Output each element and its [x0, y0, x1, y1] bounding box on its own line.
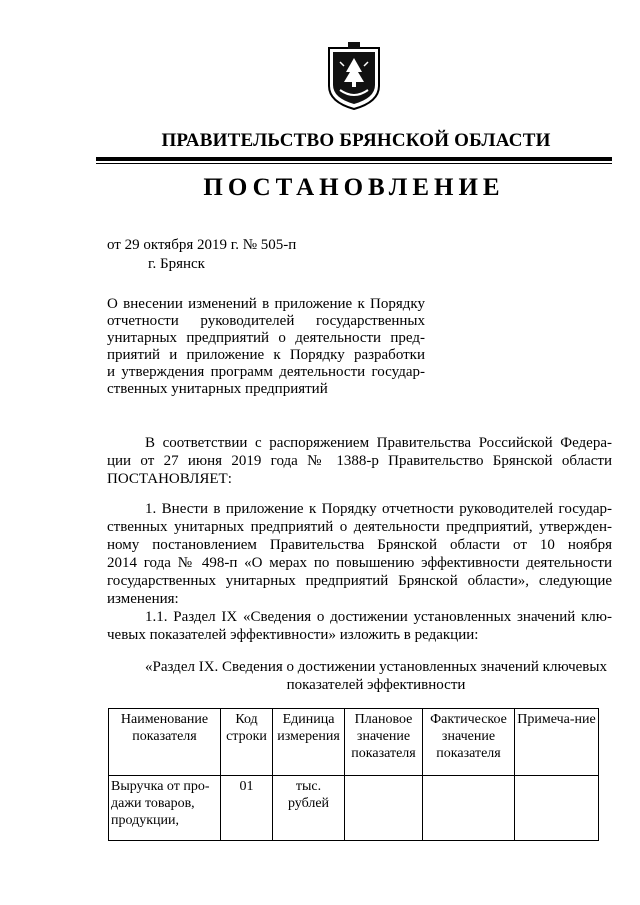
item-1-paragraph [107, 500, 612, 644]
item-1-line: ственных унитарных предприятий о деятельности предприятий, утвержден- [107, 519, 612, 535]
table-cell [345, 776, 423, 841]
table-cell: тыс. рублей [273, 776, 345, 841]
section-title-line: «Раздел IX. Сведения о достижении установленных значений ключевых [145, 659, 607, 675]
item-1-line: ному постановлением Правительства Брянской области от 10 ноября [107, 537, 612, 553]
subject-line: отчетности руководителей государственных [107, 313, 425, 329]
table-header-cell: Код строки [221, 709, 273, 776]
item-1-line: 1. Внести в приложение к Порядку отчетности руководителей государ- [145, 501, 612, 517]
header-rule-thin [96, 163, 612, 164]
table-header-row [109, 709, 599, 776]
item-1-line: изменения: [107, 591, 179, 607]
coat-of-arms-icon [326, 42, 382, 112]
subject-line: приятий и приложение к Порядку разработки [107, 347, 425, 363]
item-1-line: государственных унитарных предприятий Брянской области», следующие [107, 573, 612, 589]
subject-line: и утверждения программ деятельности государ- [107, 364, 425, 380]
item-1-line: 2014 года № 498-п «О мерах по повышению эффективности деятельности [107, 555, 612, 571]
item-1-1-line: чевых показателей эффективности» изложить в редакции: [107, 627, 479, 643]
table-header-cell: Наименование показателя [109, 709, 221, 776]
preamble-paragraph [107, 434, 612, 488]
table-row [109, 776, 599, 841]
table-cell: 01 [221, 776, 273, 841]
subject-line: унитарных предприятий о деятельности пред- [107, 330, 425, 346]
indicators-table [108, 708, 599, 841]
date-and-number: от 29 октября 2019 г. № 505-п [107, 237, 297, 253]
government-title: ПРАВИТЕЛЬСТВО БРЯНСКОЙ ОБЛАСТИ [161, 130, 551, 151]
table-cell [423, 776, 515, 841]
section-title [140, 658, 612, 694]
table-header-cell: Примеча-ние [515, 709, 599, 776]
item-1-1-line: 1.1. Раздел IX «Сведения о достижении установленных значений клю- [145, 609, 612, 625]
subject-block [107, 296, 425, 398]
table-header-cell: Плановое значение показателя [345, 709, 423, 776]
header-rule-thick [96, 157, 612, 161]
table-cell [515, 776, 599, 841]
city: г. Брянск [148, 256, 205, 272]
subject-line: ственных унитарных предприятий [107, 381, 328, 397]
preamble-line: В соответствии с распоряжением Правительства Российской Федера- [145, 435, 612, 451]
subject-line: О внесении изменений в приложение к Порядку [107, 296, 425, 312]
table-header-cell: Единица измерения [273, 709, 345, 776]
table-header-cell: Фактическое значение показателя [423, 709, 515, 776]
section-title-line: показателей эффективности [286, 677, 466, 693]
preamble-line: ции от 27 июня 2019 года № 1388-р Правительство Брянской области [107, 453, 612, 469]
table-cell: Выручка от про-дажи товаров, продукции, [109, 776, 221, 841]
document-type-title: ПОСТАНОВЛЕНИЕ [203, 174, 505, 201]
preamble-line: ПОСТАНОВЛЯЕТ: [107, 471, 232, 487]
